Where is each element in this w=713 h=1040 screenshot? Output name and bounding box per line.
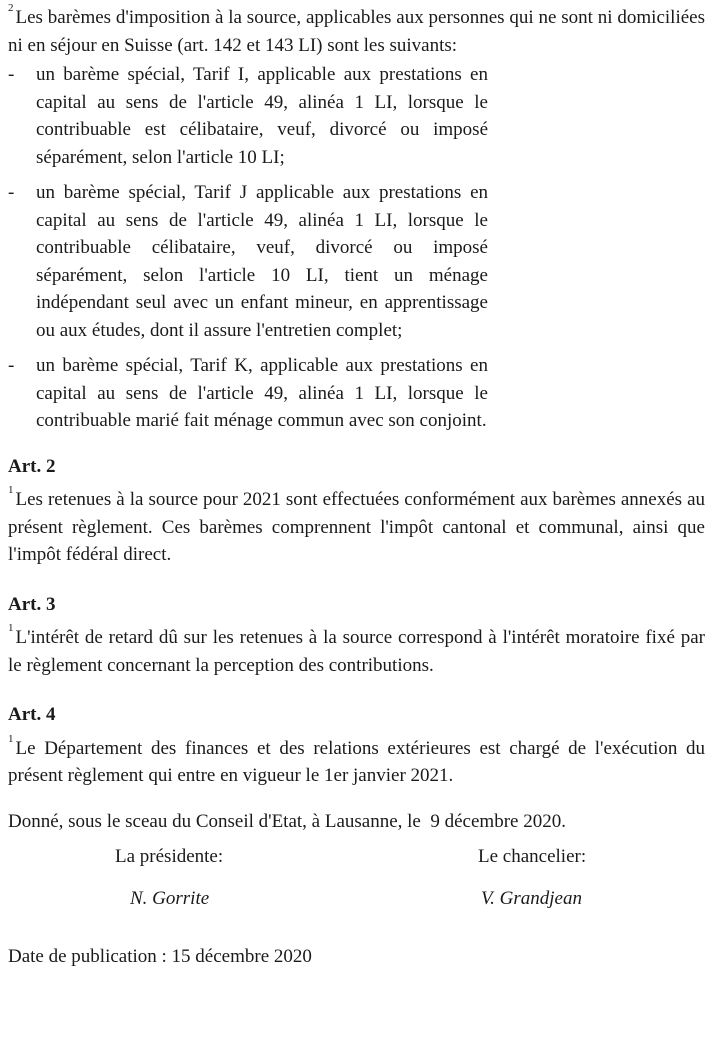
- chancellor-title: Le chancelier:: [478, 846, 587, 867]
- tariff-item-i: [8, 61, 488, 171]
- article-3-heading: Art. 3: [8, 593, 56, 615]
- paragraph-text: Les barèmes d'imposition à la source, applicables aux personnes qui ne sont ni domiciliées ni en séjour en Suisse (art. 142 et 143 LI) sont les suivants:: [8, 7, 705, 56]
- president-name: N. Gorrite: [130, 888, 210, 909]
- paragraph-marker: 2: [8, 2, 14, 14]
- paragraph-text: Le Département des finances et des relations extérieures est chargé de l'exécution du présent règlement qui entre en vigueur le 1er janvier 2021.: [8, 737, 705, 786]
- article-2-text: [8, 486, 705, 569]
- paragraph-2: [8, 4, 705, 59]
- article-4-text: [8, 732, 705, 790]
- chancellor-name: V. Grandjean: [481, 888, 582, 909]
- article-3-text: [8, 624, 705, 679]
- dash-bullet: -: [8, 182, 15, 203]
- president-title: La présidente:: [115, 846, 224, 867]
- tariff-item-j: [8, 179, 488, 344]
- signatory-titles: [8, 843, 705, 885]
- tariff-list: [8, 61, 705, 435]
- dash-bullet: -: [8, 355, 15, 376]
- paragraph-marker: 1: [8, 732, 14, 745]
- publication-date: Date de publication : 15 décembre 2020: [8, 946, 312, 967]
- paragraph-text: L'intérêt de retard dû sur les retenues à la source correspond à l'intérêt moratoire fixé par le règlement concernant la perception des contributions.: [8, 627, 705, 676]
- article-4-heading: Art. 4: [8, 704, 56, 725]
- signatory-names: [8, 885, 705, 925]
- tariff-text: un barème spécial, Tarif K, applicable aux prestations en capital au sens de l'article 49, alinéa 1 LI, lorsque le contribuable marié fait ménage commun avec son conjoint.: [36, 355, 488, 431]
- tariff-item-k: [8, 352, 488, 435]
- paragraph-marker: 1: [8, 484, 14, 496]
- tariff-text: un barème spécial, Tarif J applicable aux prestations en capital au sens de l'article 49, alinéa 1 LI, lorsque le contribuable célibataire, veuf, divorcé ou imposé séparément, selon l'article 10 LI, tient un ménage indépendant seul avec un enfant mineur, en apprentissage ou aux études, dont il assure l'entretien complet;: [36, 182, 488, 341]
- tariff-text: un barème spécial, Tarif I, applicable aux prestations en capital au sens de l'article 49, alinéa 1 LI, lorsque le contribuable est célibataire, veuf, divorcé ou imposé séparément, selon l'article 10 LI;: [36, 64, 488, 168]
- paragraph-marker: 1: [8, 622, 14, 634]
- article-2-heading: Art. 2: [8, 455, 56, 477]
- paragraph-text: Les retenues à la source pour 2021 sont effectuées conformément aux barèmes annexés au présent règlement. Ces barèmes comprennent l'impôt cantonal et communal, ainsi que l'impôt fédéral direct.: [8, 489, 705, 565]
- dash-bullet: -: [8, 64, 15, 85]
- given-statement: Donné, sous le sceau du Conseil d'Etat, à Lausanne, le 9 décembre 2020.: [8, 810, 566, 832]
